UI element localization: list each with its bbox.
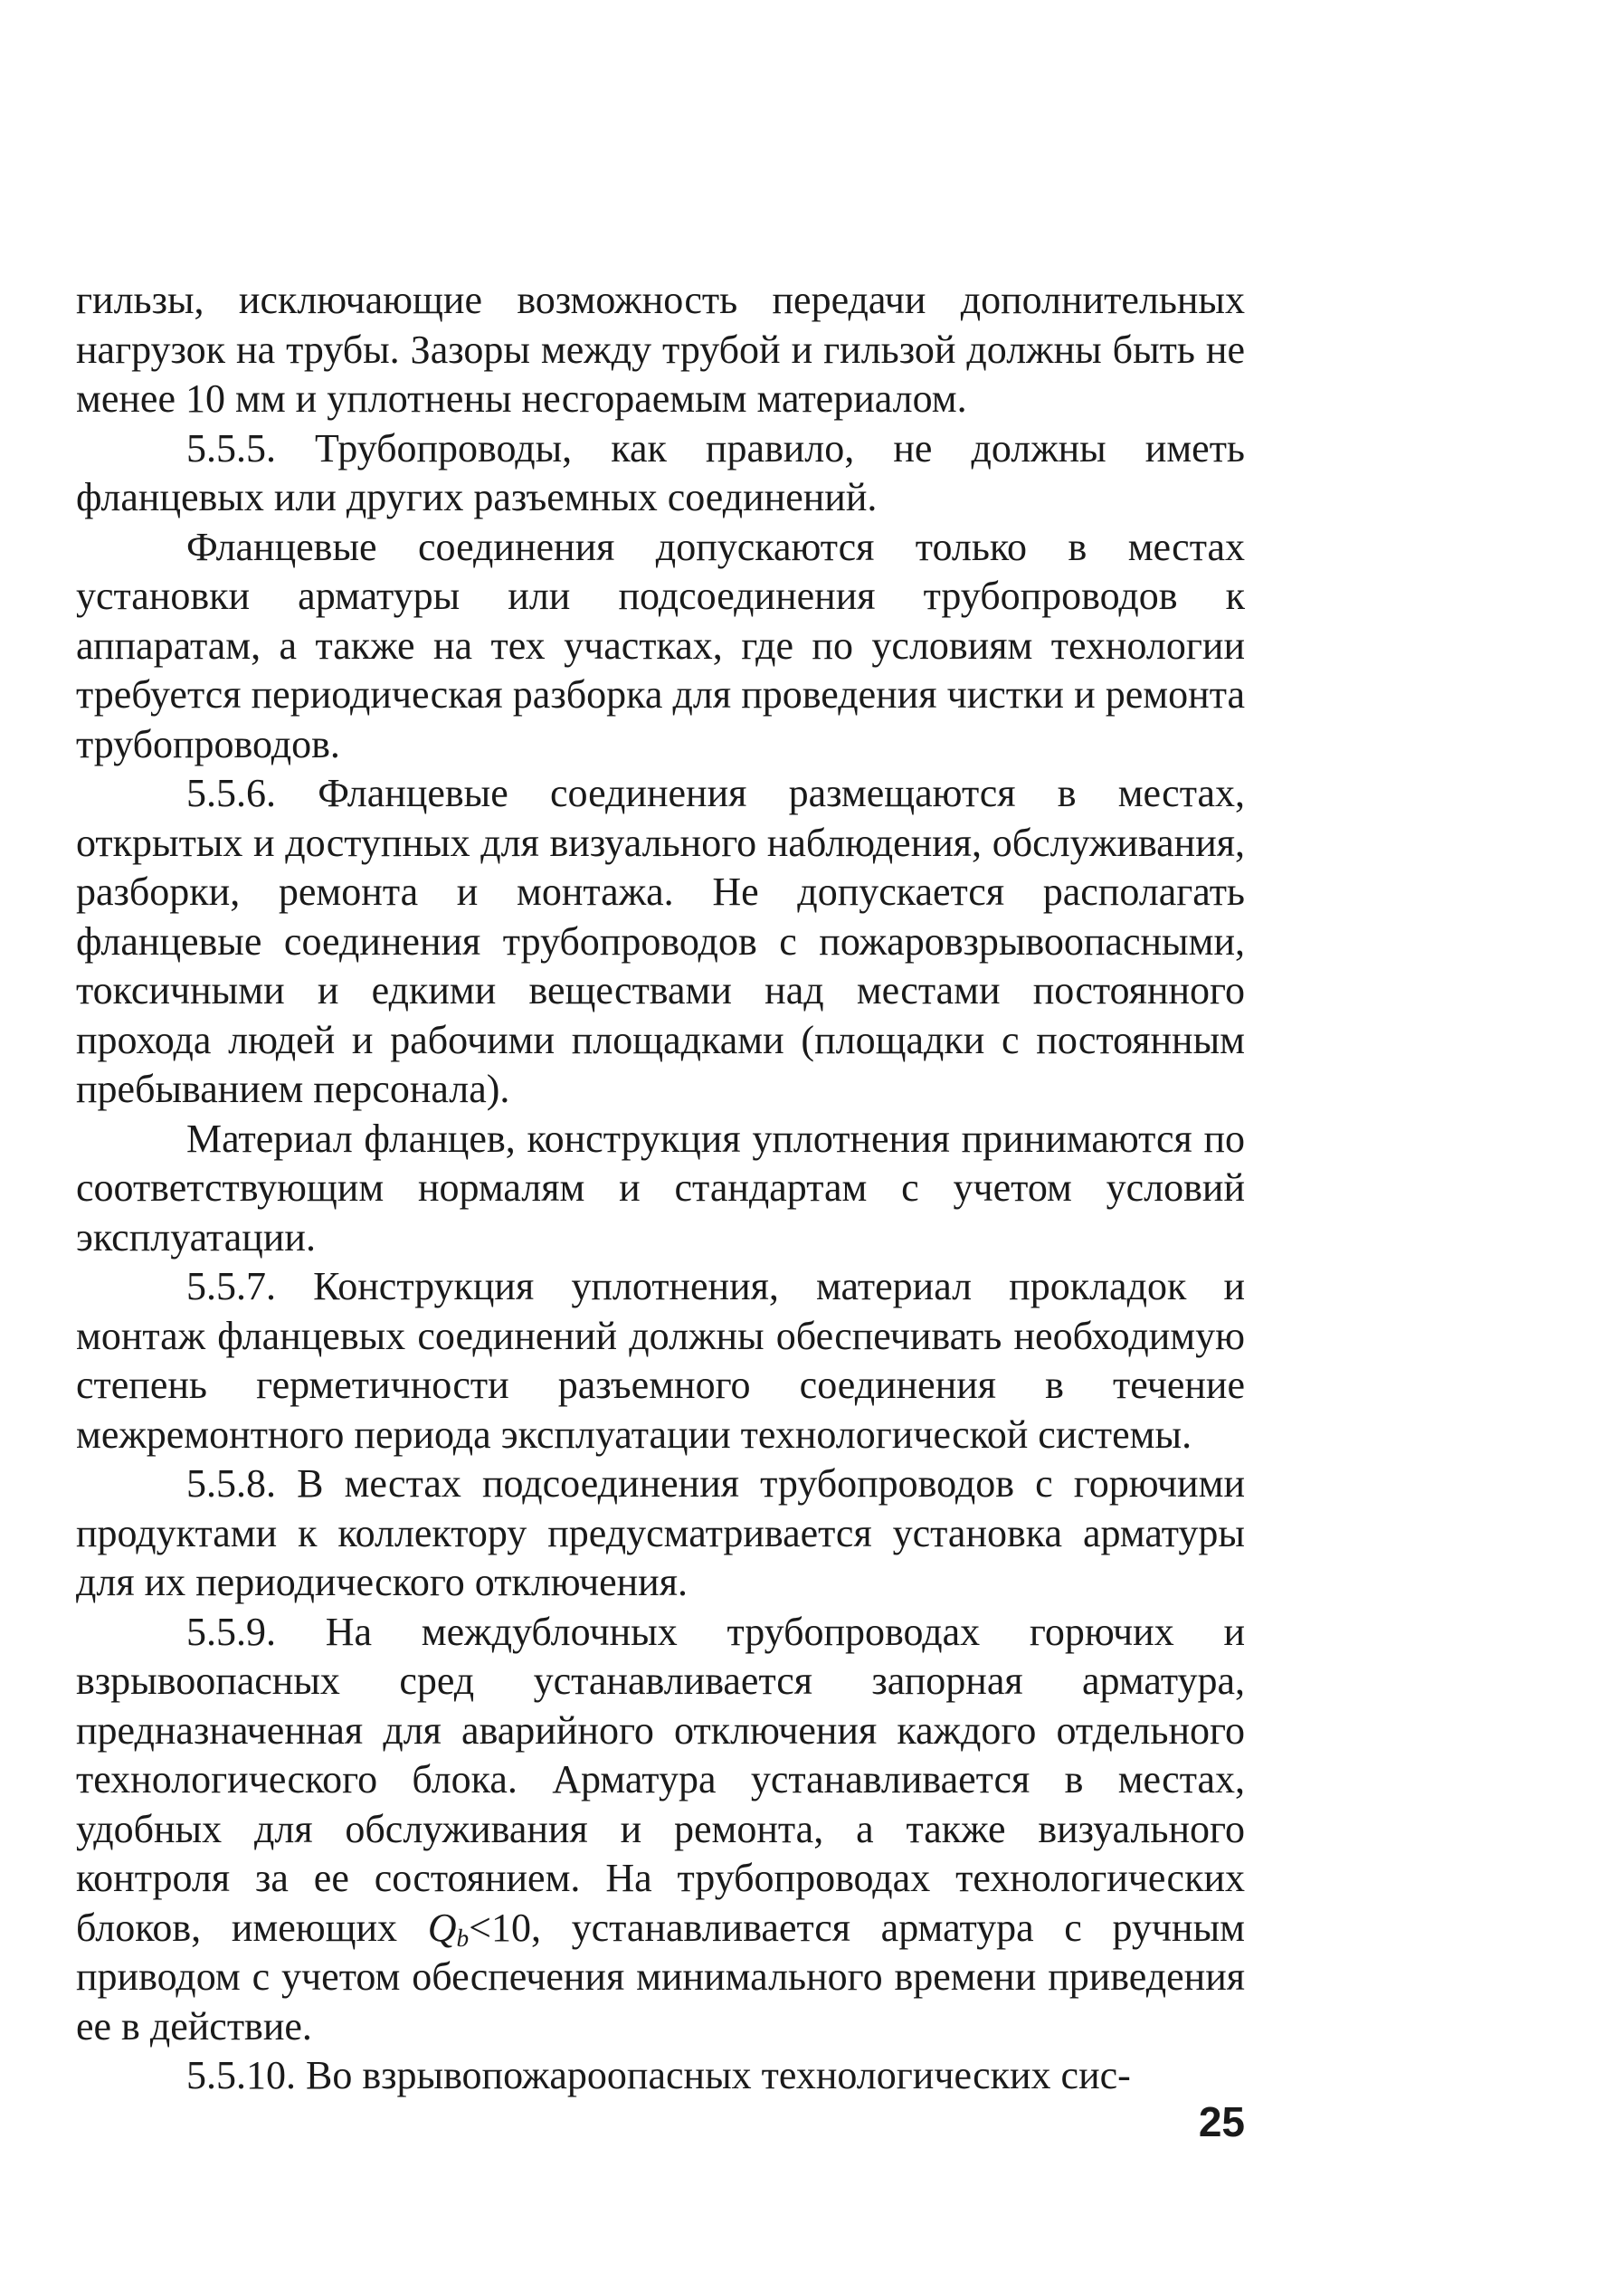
q-subscript: b <box>456 1924 470 1952</box>
paragraph-5-5-9 <box>76 1608 1245 2052</box>
paragraph-5-5-9-text-after: <10, устанавливается арматура с ручным приводом с учетом обеспечения минимального времени приведения ее в действие. <box>76 1905 1245 2049</box>
paragraph-5-5-10: 5.5.10. Во взрывопожароопасных технологических сис- <box>186 2053 1131 2097</box>
paragraph-5-5-8: 5.5.8. В местах подсоединения трубопроводов с горючими продуктами к коллектору предусматривается установка арматуры для их периодического отключения. <box>76 1461 1245 1604</box>
page-body-text <box>76 276 1245 2101</box>
paragraph-flange-material: Материал фланцев, конструкция уплотнения принимаются по соответствующим нормалям и стандартам с учетом условий эксплуатации. <box>76 1116 1245 1260</box>
paragraph-5-5-6: 5.5.6. Фланцевые соединения размещаются в местах, открытых и доступных для визуального наблюдения, обслуживания, разборки, ремонта и монтажа. Не допускается располагать фланцевые соединения трубопроводов с пожаровзрывоопасными, токсичными и едкими веществами над местами постоянного прохода людей и рабочими площадками (площадки с постоянным пребыванием персонала). <box>76 771 1245 1111</box>
page-number: 25 <box>1198 2098 1245 2145</box>
paragraph-5-5-7: 5.5.7. Конструкция уплотнения, материал прокладок и монтаж фланцевых соединений должны обеспечивать необходимую степень герметичности разъемного соединения в течение межремонтного периода эксплуатации технологической системы. <box>76 1264 1245 1457</box>
paragraph-pipe-sleeves-continued: гильзы, исключающие возможность передачи дополнительных нагрузок на трубы. Зазоры между трубой и гильзой должны быть не менее 10 мм и уплотнены несгораемым материалом. <box>76 278 1245 421</box>
paragraph-5-5-9-text-before: 5.5.9. На междублочных трубопроводах горючих и взрывоопасных сред устанавливается запорная арматура, предназначенная для аварийного отключения каждого отдельного технологического блока. Арматура устанавливается в местах, удобных для обслуживания и ремонта, а также визуального контроля за ее состоянием. На трубопроводах технологических блоков, имеющих <box>76 1609 1245 1950</box>
q-variable: Q <box>427 1905 457 1950</box>
paragraph-5-5-5: 5.5.5. Трубопроводы, как правило, не должны иметь фланцевых или других разъемных соединений. <box>76 425 1245 519</box>
paragraph-flange-connections-allowed: Фланцевые соединения допускаются только в местах установки арматуры или подсоединения трубопроводов к аппаратам, а также на тех участках, где по условиям технологии требуется периодическая разборка для проведения чистки и ремонта трубопроводов. <box>76 524 1245 766</box>
